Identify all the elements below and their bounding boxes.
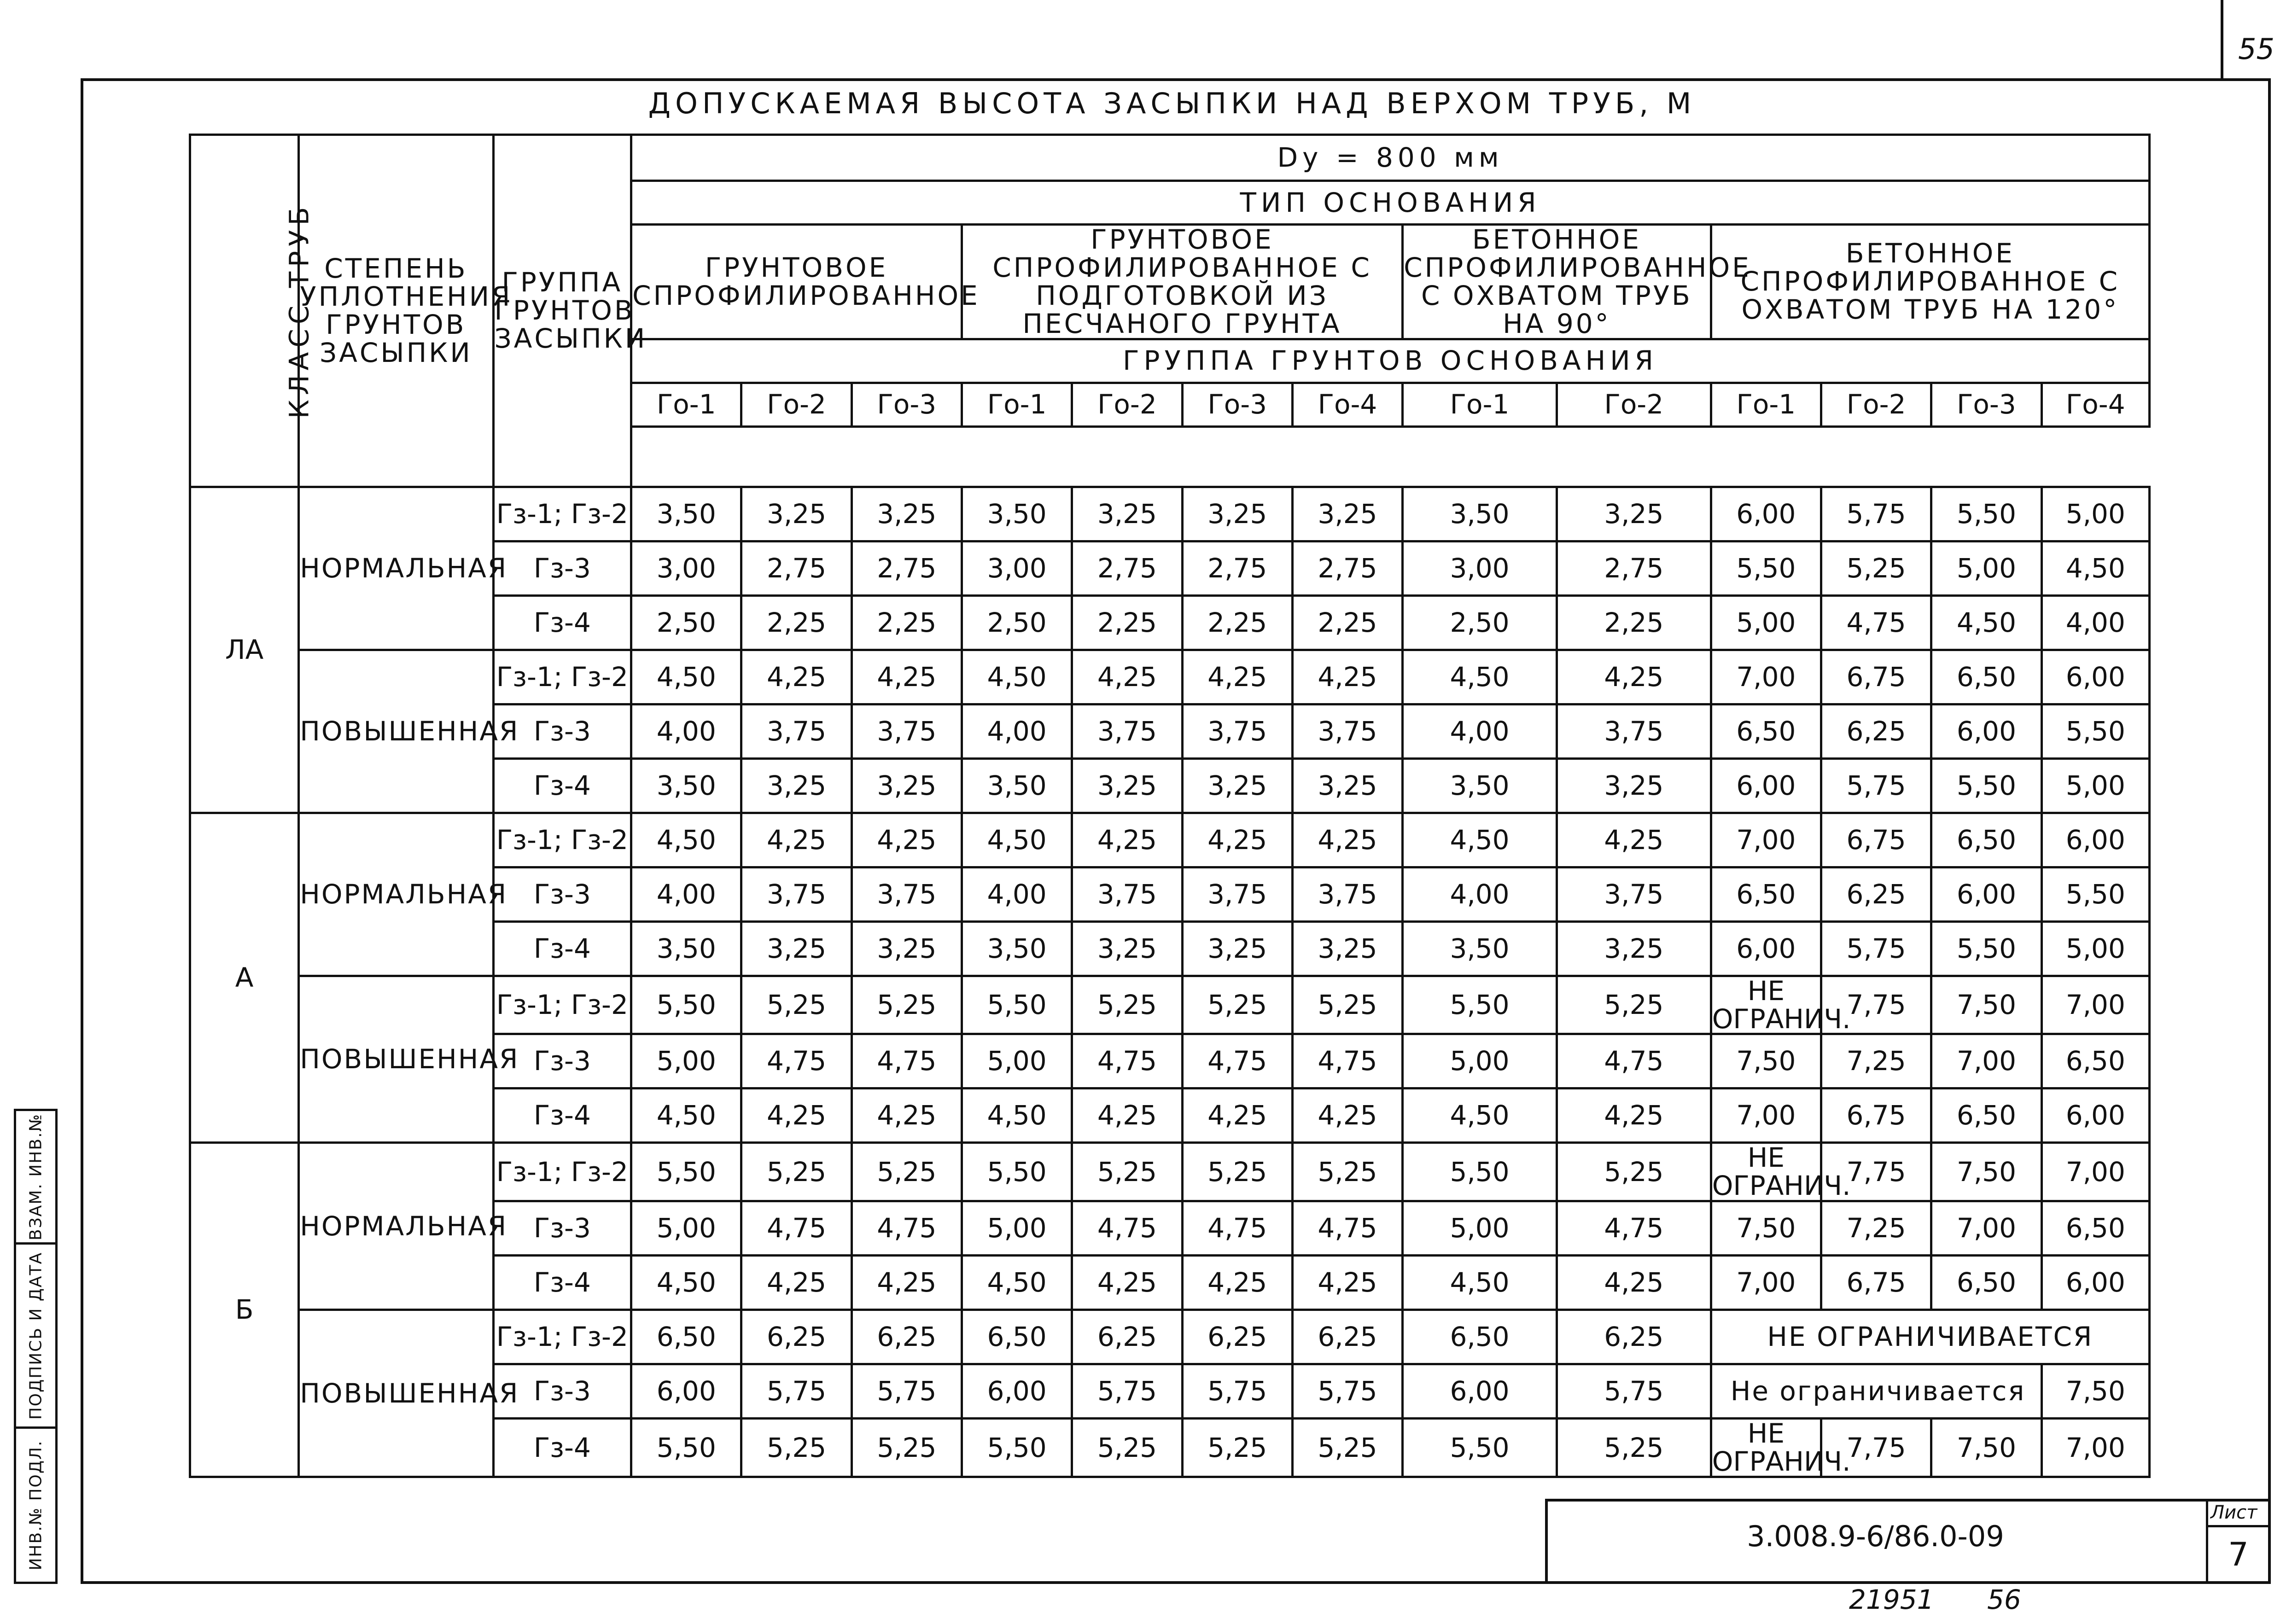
header-stepen: СТЕПЕНЬ УПЛОТНЕНИЯ ГРУНТОВ ЗАСЫПКИ [299, 135, 493, 487]
value-cell: 6,75 [1821, 1088, 1931, 1143]
backfill-group-cell: Гз-1; Гз-2 [493, 650, 631, 704]
value-cell: 3,25 [851, 758, 962, 813]
sheet-divider [2206, 1525, 2271, 1527]
sidebar-inv-podl: ИНВ.№ ПОДЛ. [26, 1440, 45, 1571]
value-cell: 4,00 [962, 704, 1072, 758]
value-cell: 4,50 [1931, 595, 2041, 650]
value-cell: 6,75 [1821, 813, 1931, 867]
value-cell: 4,75 [851, 1034, 962, 1088]
value-cell: 3,75 [851, 704, 962, 758]
value-cell: 5,25 [1292, 976, 1402, 1034]
value-cell: 2,75 [1182, 541, 1292, 595]
value-cell: 6,50 [1931, 1088, 2041, 1143]
value-cell: 7,00 [1711, 813, 1821, 867]
value-cell: 4,50 [631, 1088, 741, 1143]
top-margin-line [2221, 0, 2223, 78]
value-cell: 3,00 [631, 541, 741, 595]
value-cell: 5,50 [2041, 704, 2149, 758]
value-cell: 5,00 [1403, 1201, 1557, 1256]
value-cell: 5,25 [741, 1419, 851, 1477]
table-row [190, 976, 2150, 1034]
value-cell: 4,25 [1557, 650, 1711, 704]
value-cell: 6,50 [1711, 867, 1821, 921]
header-gruppa-zasypki: ГРУППА ГРУНТОВ ЗАСЫПКИ [493, 135, 631, 487]
column-header-cell: Го-2 [741, 383, 851, 426]
header-base-4: БЕТОННОЕ СПРОФИЛИРОВАННОЕ С ОХВАТОМ ТРУБ НА 120° [1711, 225, 2149, 339]
value-cell: 3,75 [851, 867, 962, 921]
value-cell: 4,75 [741, 1034, 851, 1088]
value-cell: 4,25 [851, 1088, 962, 1143]
value-cell: 5,50 [1403, 1143, 1557, 1201]
value-cell: 4,25 [741, 650, 851, 704]
value-cell: 3,25 [1072, 758, 1182, 813]
column-header-cell: Го-2 [1557, 383, 1711, 426]
value-cell: 4,25 [1292, 1256, 1402, 1310]
value-cell: 5,50 [631, 1143, 741, 1201]
column-header-cell: Го-3 [851, 383, 962, 426]
value-cell: 6,00 [1711, 921, 1821, 976]
value-cell: 6,00 [631, 1364, 741, 1419]
column-header-cell: Го-3 [1182, 383, 1292, 426]
value-cell: 6,00 [2041, 1256, 2149, 1310]
value-cell: 6,50 [1403, 1310, 1557, 1364]
value-cell: 5,75 [1821, 758, 1931, 813]
value-cell: 2,50 [1403, 595, 1557, 650]
value-cell: 6,75 [1821, 1256, 1931, 1310]
page-number: 55 [2238, 32, 2275, 66]
value-cell: 4,50 [962, 1088, 1072, 1143]
column-header-cell: Го-1 [962, 383, 1072, 426]
value-cell: 5,00 [2041, 921, 2149, 976]
value-cell: 3,75 [741, 867, 851, 921]
header-base-1: ГРУНТОВОЕ СПРОФИЛИРОВАННОЕ [631, 225, 962, 339]
value-cell: 6,50 [1931, 813, 2041, 867]
value-cell: 7,50 [1931, 1419, 2041, 1477]
value-cell: 5,25 [1292, 1419, 1402, 1477]
pipe-class-cell: Б [190, 1143, 299, 1477]
value-cell: 4,75 [1182, 1201, 1292, 1256]
value-cell: 4,25 [741, 1256, 851, 1310]
value-cell: 3,25 [851, 921, 962, 976]
value-cell: 4,75 [741, 1201, 851, 1256]
compaction-degree-cell: ПОВЫШЕННАЯ [299, 976, 493, 1143]
value-cell: 5,00 [1403, 1034, 1557, 1088]
value-cell: 2,25 [1182, 595, 1292, 650]
value-cell: 3,25 [1292, 758, 1402, 813]
value-cell: 7,50 [2041, 1364, 2149, 1419]
value-cell: 5,75 [1292, 1364, 1402, 1419]
value-cell: 2,75 [1292, 541, 1402, 595]
value-cell: 6,25 [741, 1310, 851, 1364]
backfill-group-cell: Гз-4 [493, 758, 631, 813]
value-cell: 6,25 [1292, 1310, 1402, 1364]
compaction-degree-cell: ПОВЫШЕННАЯ [299, 1310, 493, 1477]
column-header-cell: Го-1 [1403, 383, 1557, 426]
value-cell: 3,75 [741, 704, 851, 758]
backfill-group-cell: Гз-4 [493, 1419, 631, 1477]
value-cell: 6,75 [1821, 650, 1931, 704]
value-cell: 5,00 [631, 1201, 741, 1256]
value-cell: 5,75 [741, 1364, 851, 1419]
value-cell: 5,50 [1931, 758, 2041, 813]
backfill-group-cell: Гз-1; Гз-2 [493, 813, 631, 867]
value-cell: 3,50 [1403, 487, 1557, 541]
value-cell: 7,00 [1711, 1088, 1821, 1143]
value-cell: 6,50 [2041, 1201, 2149, 1256]
value-cell: 3,50 [1403, 921, 1557, 976]
value-cell: 5,00 [1931, 541, 2041, 595]
value-cell: 4,25 [741, 1088, 851, 1143]
value-cell: 7,00 [2041, 1143, 2149, 1201]
value-cell: 5,25 [1821, 541, 1931, 595]
value-cell: НЕ ОГРАНИЧ. [1711, 1143, 1821, 1201]
table-row [190, 813, 2150, 867]
sidebar-vzam-inv: ВЗАМ. ИНВ.№ [16, 1111, 55, 1245]
value-cell: 4,25 [1072, 1256, 1182, 1310]
value-cell: 7,00 [1931, 1034, 2041, 1088]
backfill-group-cell: Гз-3 [493, 1201, 631, 1256]
backfill-group-cell: Гз-3 [493, 1364, 631, 1419]
value-cell: 7,50 [1711, 1201, 1821, 1256]
value-cell: 6,25 [1072, 1310, 1182, 1364]
value-cell: 5,75 [1557, 1364, 1711, 1419]
value-cell: 5,25 [741, 976, 851, 1034]
document-number: 3.008.9-6/86.0-09 [1747, 1519, 2004, 1553]
value-cell: 4,50 [962, 813, 1072, 867]
value-cell: 7,75 [1821, 976, 1931, 1034]
value-cell: 2,50 [631, 595, 741, 650]
table-row [190, 650, 2150, 704]
value-cell: 4,25 [1072, 1088, 1182, 1143]
value-cell: 3,50 [962, 487, 1072, 541]
value-cell: 4,25 [1292, 813, 1402, 867]
value-cell: 4,25 [851, 1256, 962, 1310]
value-cell: 7,50 [1711, 1034, 1821, 1088]
value-cell: 2,75 [851, 541, 962, 595]
value-cell: 3,50 [631, 487, 741, 541]
value-cell: 6,50 [962, 1310, 1072, 1364]
value-cell: 6,50 [1931, 1256, 2041, 1310]
value-cell: 5,25 [1182, 1419, 1292, 1477]
value-cell: 3,25 [1292, 487, 1402, 541]
value-cell: 2,50 [962, 595, 1072, 650]
value-cell: 4,25 [1292, 1088, 1402, 1143]
value-cell: 4,25 [1182, 1256, 1292, 1310]
value-cell: 3,25 [1182, 921, 1292, 976]
value-cell: 4,00 [1403, 704, 1557, 758]
value-cell: 5,25 [851, 976, 962, 1034]
value-cell: 7,75 [1821, 1143, 1931, 1201]
value-cell: 6,25 [1182, 1310, 1292, 1364]
value-cell: 4,00 [631, 867, 741, 921]
footer-code-right: 56 [1987, 1584, 2021, 1615]
value-cell: 3,00 [962, 541, 1072, 595]
value-cell: 4,25 [851, 650, 962, 704]
value-cell: 4,75 [1557, 1201, 1711, 1256]
value-cell: 4,00 [962, 867, 1072, 921]
column-header-cell: Го-2 [1821, 383, 1931, 426]
value-cell: 6,00 [2041, 650, 2149, 704]
value-cell: 6,00 [1931, 704, 2041, 758]
column-header-cell: Го-2 [1072, 383, 1182, 426]
value-cell: 3,50 [631, 921, 741, 976]
value-cell: 4,50 [631, 813, 741, 867]
value-cell: 3,50 [962, 758, 1072, 813]
value-cell: 6,00 [1931, 867, 2041, 921]
value-cell: 4,25 [741, 813, 851, 867]
value-cell: 5,50 [962, 976, 1072, 1034]
value-cell: 5,50 [631, 976, 741, 1034]
footer-code-left: 21951 [1849, 1584, 1934, 1615]
value-cell: 4,25 [1182, 813, 1292, 867]
value-cell: 6,00 [1711, 487, 1821, 541]
value-cell: 6,25 [1821, 704, 1931, 758]
value-cell: 4,75 [1821, 595, 1931, 650]
value-cell: 7,25 [1821, 1201, 1931, 1256]
not-limited-cell: НЕ ОГРАНИЧИВАЕТСЯ [1711, 1310, 2149, 1364]
value-cell: 4,25 [1072, 650, 1182, 704]
value-cell: 3,25 [1072, 487, 1182, 541]
value-cell: 4,25 [851, 813, 962, 867]
table-row [190, 487, 2150, 541]
value-cell: 5,25 [851, 1143, 962, 1201]
value-cell: 2,25 [1292, 595, 1402, 650]
value-cell: 3,00 [1403, 541, 1557, 595]
value-cell: 3,75 [1182, 867, 1292, 921]
column-header-cell: Го-3 [1931, 383, 2041, 426]
value-cell: 2,25 [1072, 595, 1182, 650]
value-cell: 3,25 [851, 487, 962, 541]
value-cell: 7,50 [1931, 1143, 2041, 1201]
value-cell: 5,50 [1403, 976, 1557, 1034]
value-cell: 3,25 [741, 487, 851, 541]
backfill-group-cell: Гз-1; Гз-2 [493, 487, 631, 541]
header-tip-osnovaniya: ТИП ОСНОВАНИЯ [631, 181, 2150, 225]
value-cell: 3,25 [1072, 921, 1182, 976]
value-cell: 3,25 [1557, 758, 1711, 813]
value-cell: 4,75 [1072, 1201, 1182, 1256]
value-cell: 3,75 [1557, 867, 1711, 921]
value-cell: 7,50 [1931, 976, 2041, 1034]
value-cell: 7,00 [1711, 650, 1821, 704]
header-dy: Dy = 800 мм [631, 135, 2150, 181]
value-cell: 7,75 [1821, 1419, 1931, 1477]
header-klass: КЛАСС ТРУБ [190, 135, 299, 487]
backfill-group-cell: Гз-3 [493, 704, 631, 758]
value-cell: 4,50 [1403, 1088, 1557, 1143]
column-header-cell: Го-4 [1292, 383, 1402, 426]
value-cell: 7,00 [1931, 1201, 2041, 1256]
value-cell: 5,00 [962, 1201, 1072, 1256]
value-cell: 3,25 [1182, 487, 1292, 541]
value-cell: 4,50 [631, 650, 741, 704]
table-row [190, 1143, 2150, 1201]
value-cell: 7,00 [2041, 1419, 2149, 1477]
value-cell: 6,50 [2041, 1034, 2149, 1088]
backfill-group-cell: Гз-4 [493, 595, 631, 650]
value-cell: 4,00 [2041, 595, 2149, 650]
value-cell: 6,25 [1821, 867, 1931, 921]
value-cell: 5,25 [1557, 1419, 1711, 1477]
compaction-degree-cell: НОРМАЛЬНАЯ [299, 813, 493, 976]
value-cell: 2,75 [1072, 541, 1182, 595]
value-cell: 4,25 [1557, 1256, 1711, 1310]
value-cell: 5,25 [1072, 1143, 1182, 1201]
value-cell: 5,50 [631, 1419, 741, 1477]
pipe-class-cell: А [190, 813, 299, 1143]
value-cell: 5,25 [851, 1419, 962, 1477]
value-cell: 5,00 [631, 1034, 741, 1088]
backfill-group-cell: Гз-4 [493, 1256, 631, 1310]
column-header-cell: Го-4 [2041, 383, 2149, 426]
value-cell: 3,50 [631, 758, 741, 813]
value-cell: 6,00 [1711, 758, 1821, 813]
value-cell: 4,00 [1403, 867, 1557, 921]
column-header-cell: Го-1 [1711, 383, 1821, 426]
value-cell: 3,75 [1182, 704, 1292, 758]
value-cell: 4,50 [631, 1256, 741, 1310]
page-title: ДОПУСКАЕМАЯ ВЫСОТА ЗАСЫПКИ НАД ВЕРХОМ ТРУБ, М [648, 87, 1696, 120]
header-base-3: БЕТОННОЕ СПРОФИЛИРОВАННОЕ С ОХВАТОМ ТРУБ НА 90° [1403, 225, 1711, 339]
backfill-group-cell: Гз-3 [493, 867, 631, 921]
value-cell: 5,25 [1072, 1419, 1182, 1477]
backfill-group-cell: Гз-1; Гз-2 [493, 1143, 631, 1201]
value-cell: 3,75 [1292, 704, 1402, 758]
value-cell: 5,50 [1931, 487, 2041, 541]
value-cell: 3,25 [741, 758, 851, 813]
value-cell: 4,00 [631, 704, 741, 758]
value-cell: 7,25 [1821, 1034, 1931, 1088]
value-cell: НЕ ОГРАНИЧ. [1711, 1419, 1821, 1477]
value-cell: 3,75 [1072, 704, 1182, 758]
backfill-group-cell: Гз-1; Гз-2 [493, 976, 631, 1034]
header-gruppa-osnovaniya: ГРУППА ГРУНТОВ ОСНОВАНИЯ [631, 339, 2150, 383]
value-cell: 4,75 [1292, 1034, 1402, 1088]
value-cell: 4,50 [962, 650, 1072, 704]
value-cell: 6,25 [851, 1310, 962, 1364]
value-cell: 4,25 [1182, 1088, 1292, 1143]
backfill-group-cell: Гз-3 [493, 541, 631, 595]
value-cell: 6,00 [2041, 1088, 2149, 1143]
value-cell: 2,75 [741, 541, 851, 595]
signature-sidebar [14, 1109, 58, 1584]
backfill-height-table [189, 134, 2151, 1478]
value-cell: 4,75 [851, 1201, 962, 1256]
value-cell: 4,75 [1557, 1034, 1711, 1088]
value-cell: 3,75 [1557, 704, 1711, 758]
value-cell: 5,50 [1931, 921, 2041, 976]
value-cell: 5,50 [962, 1143, 1072, 1201]
value-cell: 3,50 [1403, 758, 1557, 813]
value-cell: 5,75 [1182, 1364, 1292, 1419]
value-cell: 6,50 [1711, 704, 1821, 758]
value-cell: 6,50 [1931, 650, 2041, 704]
backfill-group-cell: Гз-3 [493, 1034, 631, 1088]
value-cell: 2,25 [1557, 595, 1711, 650]
value-cell: 6,00 [2041, 813, 2149, 867]
value-cell: 4,25 [1182, 650, 1292, 704]
header-base-2: ГРУНТОВОЕ СПРОФИЛИРОВАННОЕ С ПОДГОТОВКОЙ ИЗ ПЕСЧАНОГО ГРУНТА [962, 225, 1402, 339]
value-cell: 6,50 [631, 1310, 741, 1364]
value-cell: 4,25 [1557, 813, 1711, 867]
value-cell: 5,00 [962, 1034, 1072, 1088]
value-cell: 3,75 [1292, 867, 1402, 921]
column-header-cell: Го-1 [631, 383, 741, 426]
value-cell: 3,50 [962, 921, 1072, 976]
value-cell: 4,50 [1403, 650, 1557, 704]
value-cell: 4,75 [1292, 1201, 1402, 1256]
value-cell: 5,25 [1557, 1143, 1711, 1201]
value-cell: 5,50 [1711, 541, 1821, 595]
value-cell: 6,00 [962, 1364, 1072, 1419]
value-cell: 6,00 [1403, 1364, 1557, 1419]
value-cell: 5,00 [2041, 487, 2149, 541]
value-cell: 4,50 [1403, 813, 1557, 867]
value-cell: 4,50 [2041, 541, 2149, 595]
value-cell: 2,25 [741, 595, 851, 650]
value-cell: 5,50 [1403, 1419, 1557, 1477]
value-cell: 5,25 [1557, 976, 1711, 1034]
value-cell: 5,00 [1711, 595, 1821, 650]
backfill-group-cell: Гз-1; Гз-2 [493, 1310, 631, 1364]
value-cell: 3,25 [1557, 921, 1711, 976]
value-cell: 7,00 [1711, 1256, 1821, 1310]
value-cell: 5,50 [2041, 867, 2149, 921]
value-cell: 4,25 [1292, 650, 1402, 704]
value-cell: 5,25 [1182, 1143, 1292, 1201]
backfill-group-cell: Гз-4 [493, 921, 631, 976]
value-cell: 5,75 [1072, 1364, 1182, 1419]
compaction-degree-cell: НОРМАЛЬНАЯ [299, 487, 493, 650]
value-cell: 3,75 [1072, 867, 1182, 921]
compaction-degree-cell: ПОВЫШЕННАЯ [299, 650, 493, 813]
value-cell: 6,25 [1557, 1310, 1711, 1364]
value-cell: 4,25 [1557, 1088, 1711, 1143]
value-cell: 4,25 [1072, 813, 1182, 867]
value-cell: 5,25 [1292, 1143, 1402, 1201]
value-cell: 5,25 [741, 1143, 851, 1201]
value-cell: 5,25 [1072, 976, 1182, 1034]
value-cell: 3,25 [1182, 758, 1292, 813]
value-cell: 5,00 [2041, 758, 2149, 813]
sidebar-podpis-data: ПОДПИСЬ И ДАТА [16, 1245, 55, 1429]
sheet-label: Лист [2210, 1502, 2257, 1523]
value-cell: 2,75 [1557, 541, 1711, 595]
value-cell: 3,25 [1292, 921, 1402, 976]
sheet-number: 7 [2228, 1536, 2249, 1573]
value-cell: 4,50 [962, 1256, 1072, 1310]
value-cell: 7,00 [2041, 976, 2149, 1034]
value-cell: 4,75 [1182, 1034, 1292, 1088]
value-cell: НЕ ОГРАНИЧ. [1711, 976, 1821, 1034]
backfill-group-cell: Гз-4 [493, 1088, 631, 1143]
compaction-degree-cell: НОРМАЛЬНАЯ [299, 1143, 493, 1310]
value-cell: 5,50 [962, 1419, 1072, 1477]
value-cell: 4,75 [1072, 1034, 1182, 1088]
value-cell: 5,25 [1182, 976, 1292, 1034]
value-cell: 5,75 [1821, 921, 1931, 976]
value-cell: 3,25 [741, 921, 851, 976]
value-cell: 5,75 [1821, 487, 1931, 541]
value-cell: 5,75 [851, 1364, 962, 1419]
value-cell: 4,50 [1403, 1256, 1557, 1310]
pipe-class-cell: ЛА [190, 487, 299, 813]
value-cell: 2,25 [851, 595, 962, 650]
value-cell: 3,25 [1557, 487, 1711, 541]
not-limited-cell: Не ограничивается [1711, 1364, 2041, 1419]
table-row [190, 1310, 2150, 1364]
